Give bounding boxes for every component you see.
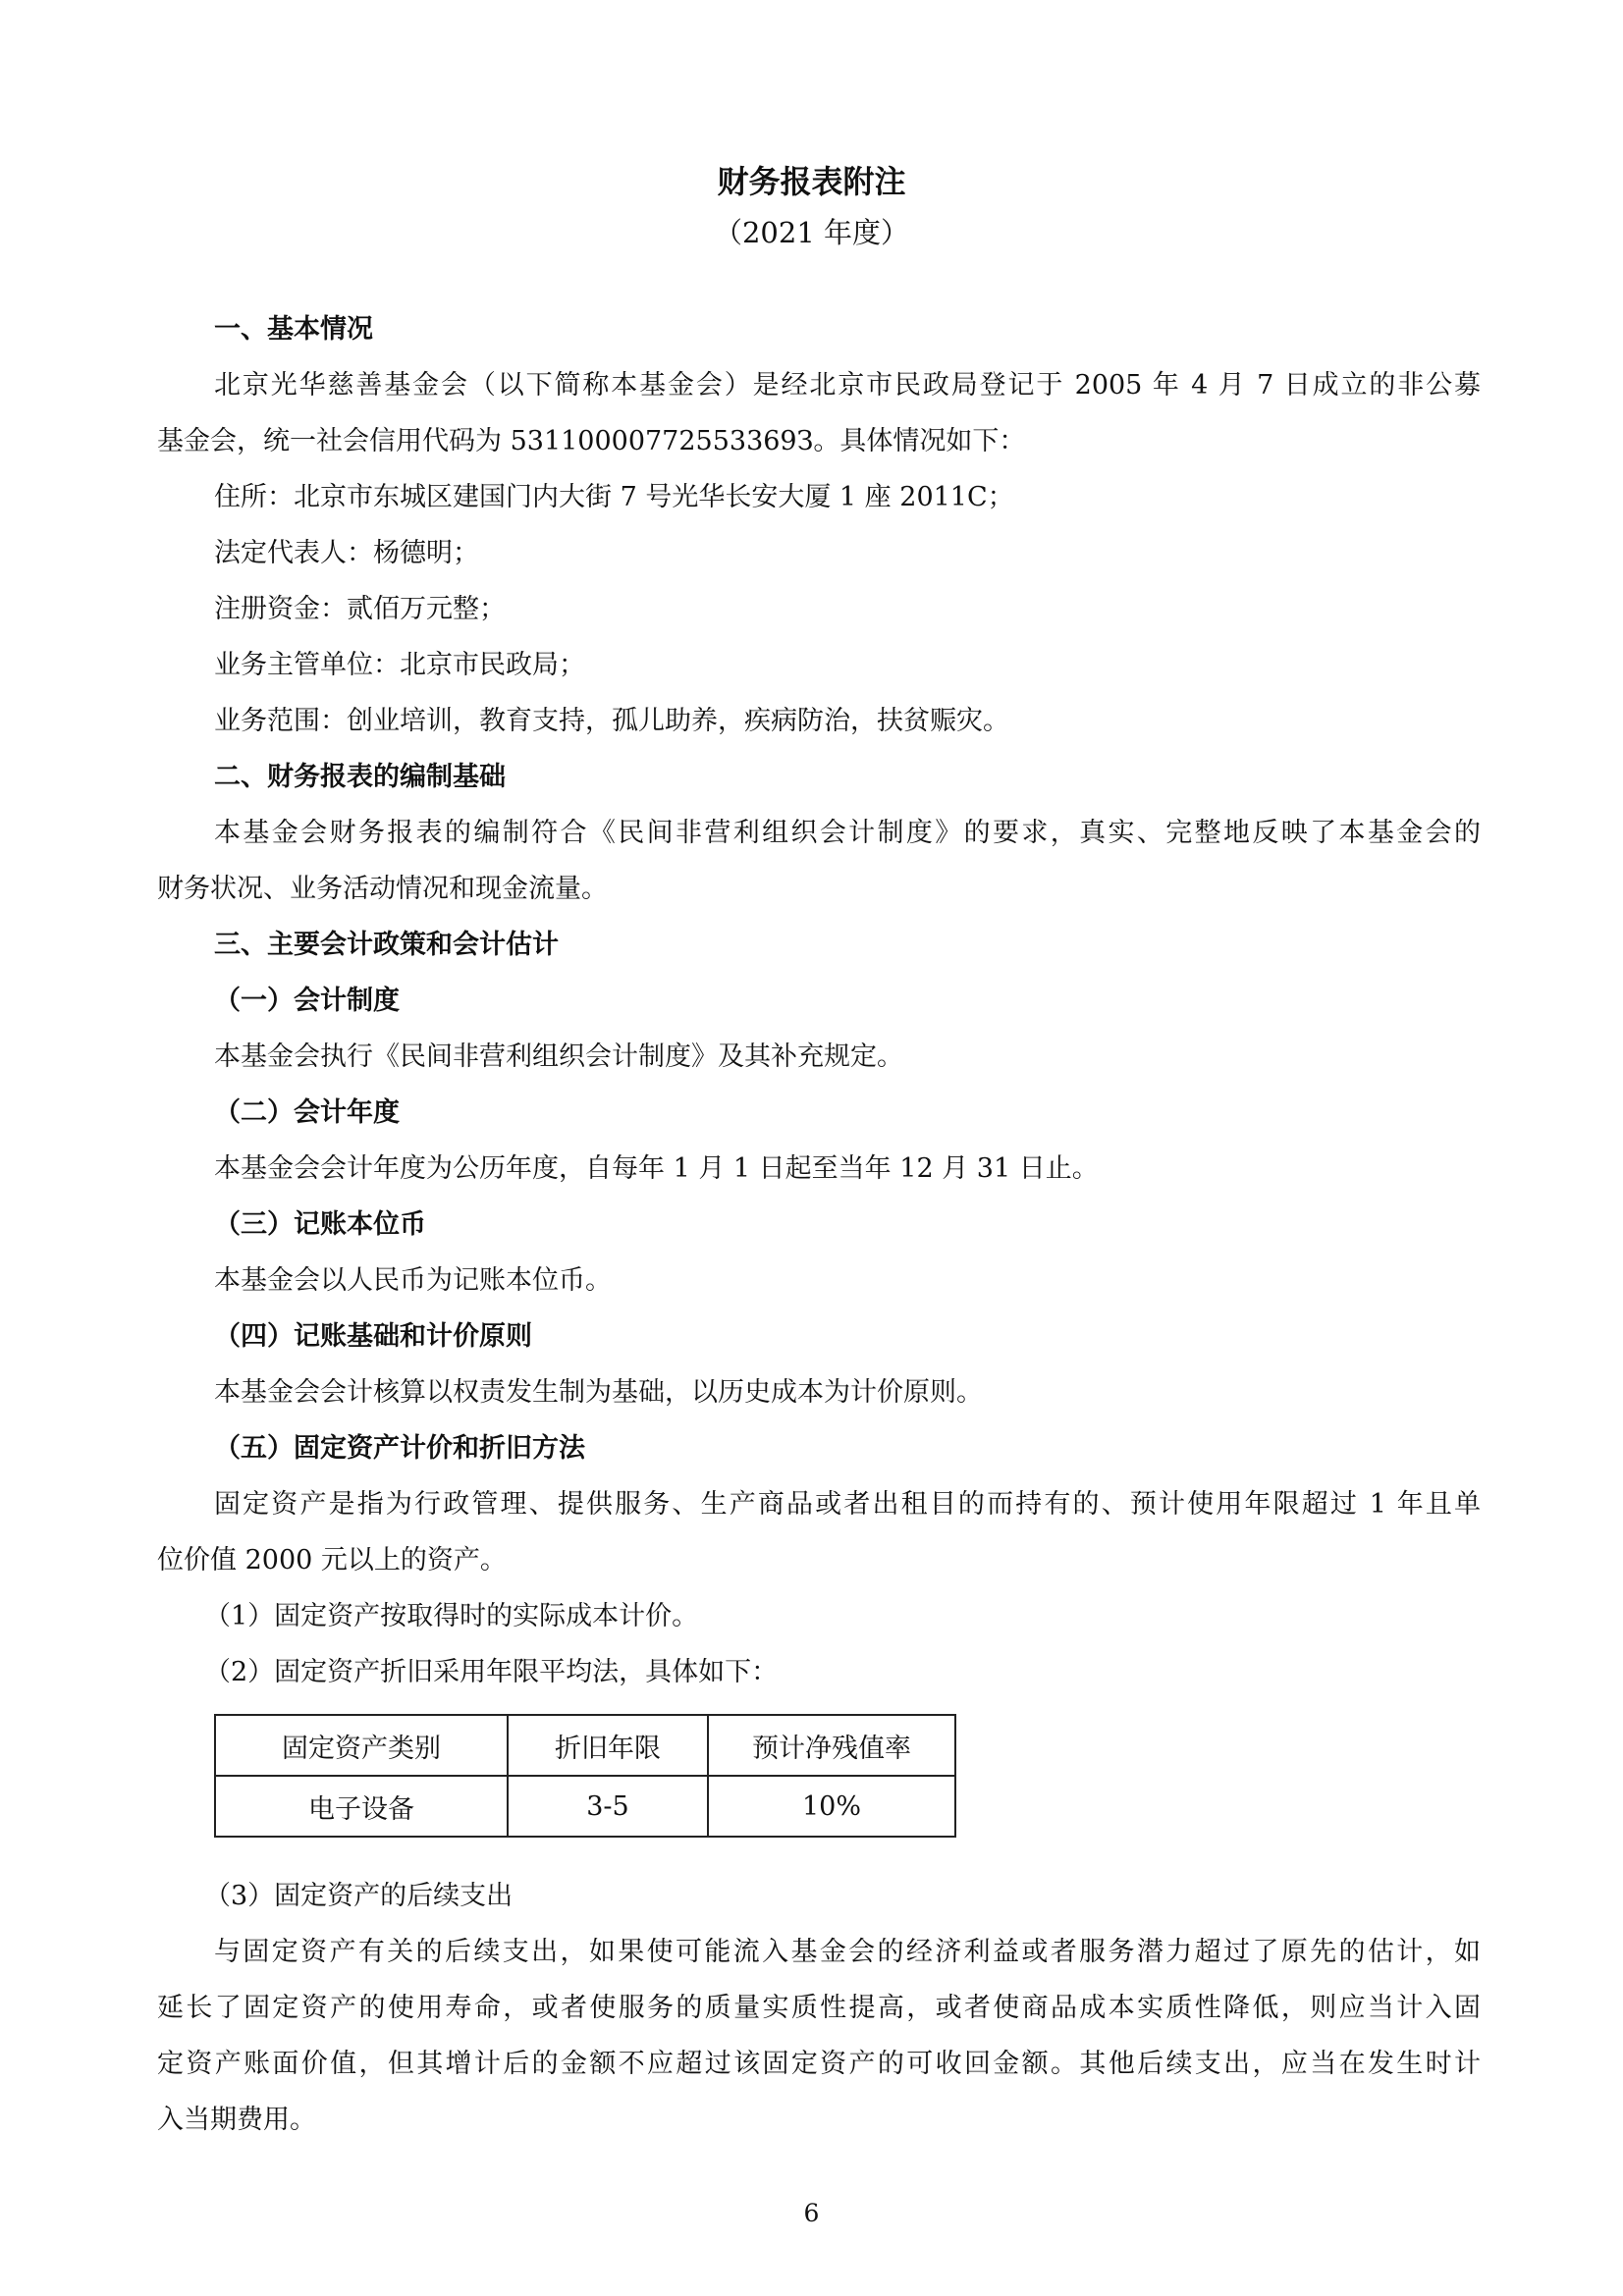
- section-heading-basis: 二、财务报表的编制基础: [214, 762, 506, 792]
- table-header-cell: 固定资产类别: [215, 1715, 508, 1776]
- paragraph-line: 基金会，统一社会信用代码为 53110000772553369З。具体情况如下：: [157, 426, 1026, 456]
- paragraph-line: 定资产账面价值，但其增计后的金额不应超过该固定资产的可收回金额。其他后续支出，应当在发生时计: [157, 2049, 1481, 2079]
- subheading-fixed-assets: （五）固定资产计价和折旧方法: [214, 1433, 585, 1464]
- paragraph-line: 财务状况、业务活动情况和现金流量。: [157, 874, 608, 904]
- paragraph-line: 本基金会财务报表的编制符合《民间非营利组织会计制度》的要求，真实、完整地反映了本基金会的: [214, 818, 1481, 848]
- list-item: （2）固定资产折旧采用年限平均法，具体如下：: [204, 1657, 779, 1687]
- info-authority: 业务主管单位：北京市民政局；: [214, 650, 585, 680]
- table-cell: 10%: [708, 1776, 955, 1837]
- info-capital: 注册资金：贰佰万元整；: [214, 594, 506, 624]
- paragraph-line: 与固定资产有关的后续支出，如果使可能流入基金会的经济利益或者服务潜力超过了原先的估计，如: [214, 1937, 1481, 1967]
- paragraph-line: 本基金会以人民币为记账本位币。: [214, 1265, 612, 1296]
- depreciation-table: [214, 1714, 956, 1838]
- paragraph-line: 位价值 2000 元以上的资产。: [157, 1545, 507, 1575]
- section-heading-policies: 三、主要会计政策和会计估计: [214, 930, 559, 960]
- subheading-fiscal-year: （二）会计年度: [214, 1097, 400, 1128]
- table-header-cell: 折旧年限: [508, 1715, 708, 1776]
- paragraph-line: 固定资产是指为行政管理、提供服务、生产商品或者出租目的而持有的、预计使用年限超过 1 年且单: [214, 1489, 1481, 1520]
- subheading-currency: （三）记账本位币: [214, 1209, 426, 1240]
- paragraph-line: 延长了固定资产的使用寿命，或者使服务的质量实质性提高，或者使商品成本实质性降低，则应当计入固: [157, 1993, 1481, 2023]
- subheading-accounting-system: （一）会计制度: [214, 986, 400, 1016]
- page-number: 6: [803, 2199, 820, 2227]
- page-title: 财务报表附注: [717, 163, 906, 200]
- table-cell: 电子设备: [215, 1776, 508, 1837]
- table-cell: 3-5: [508, 1776, 708, 1837]
- list-item: （3）固定资产的后续支出: [204, 1881, 514, 1911]
- paragraph-line: 入当期费用。: [157, 2105, 316, 2135]
- info-legal-rep: 法定代表人：杨德明；: [214, 538, 479, 568]
- table-header-cell: 预计净残值率: [708, 1715, 955, 1776]
- info-address: 住所：北京市东城区建国门内大街 7 号光华长安大厦 1 座 2011C；: [214, 482, 1014, 512]
- paragraph-line: 本基金会会计年度为公历年度，自每年 1 月 1 日起至当年 12 月 31 日止。: [214, 1153, 1099, 1184]
- section-heading-basic-info: 一、基本情况: [214, 314, 373, 345]
- paragraph-line: 本基金会执行《民间非营利组织会计制度》及其补充规定。: [214, 1041, 903, 1072]
- table-header-row: [215, 1715, 955, 1776]
- page-subtitle: （2021 年度）: [713, 216, 910, 249]
- info-scope: 业务范围：创业培训，教育支持，孤儿助养，疾病防治，扶贫赈灾。: [214, 706, 1009, 736]
- list-item: （1）固定资产按取得时的实际成本计价。: [204, 1601, 699, 1631]
- subheading-accounting-basis: （四）记账基础和计价原则: [214, 1321, 532, 1352]
- paragraph-line: 北京光华慈善基金会（以下简称本基金会）是经北京市民政局登记于 2005 年 4 月 7 日成立的非公募: [214, 370, 1481, 400]
- paragraph-line: 本基金会会计核算以权责发生制为基础，以历史成本为计价原则。: [214, 1377, 983, 1408]
- table-row: [215, 1776, 955, 1837]
